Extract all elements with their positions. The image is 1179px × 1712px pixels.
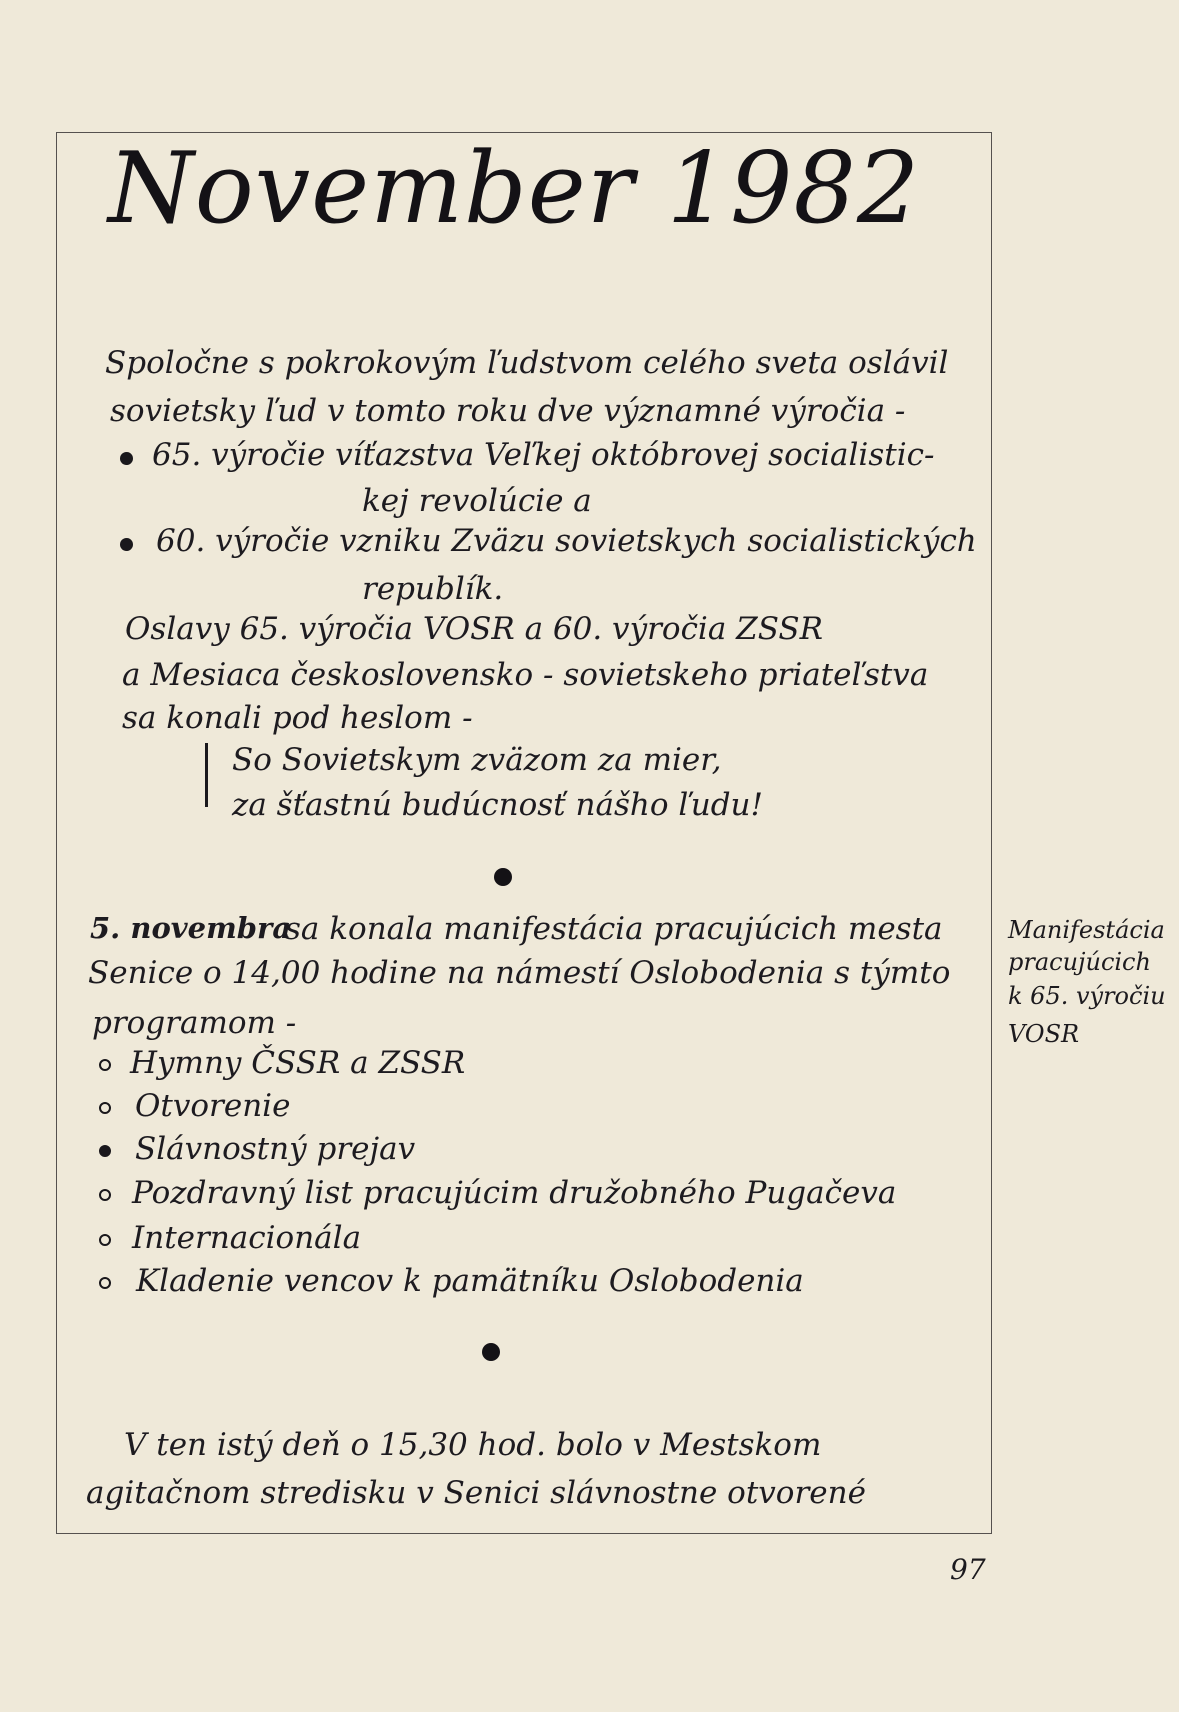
event-date: 5. novembra [90, 911, 292, 945]
section-separator-dot [494, 868, 512, 886]
anniversary-1-line-2: kej revolúcie a [362, 483, 592, 519]
slogan-line-2: za šťastnú budúcnosť nášho ľudu! [232, 787, 763, 823]
section-separator-dot [482, 1343, 500, 1361]
margin-note-line: pracujúcich [1008, 948, 1151, 976]
program-item: Pozdravný list pracujúcim družobného Pugačeva [132, 1175, 897, 1211]
program-item: Hymny ČSSR a ZSSR [130, 1045, 466, 1081]
page-number: 97 [950, 1553, 986, 1586]
program-item: Kladenie vencov k pamätníku Oslobodenia [136, 1263, 804, 1299]
list-bullet-ring [99, 1234, 111, 1246]
margin-note-line: k 65. výročiu [1008, 982, 1166, 1010]
paragraph-1-line-2: sovietsky ľud v tomto roku dve významné výročia - [110, 393, 906, 429]
paragraph-2-line-3: sa konali pod heslom - [122, 700, 473, 736]
page-frame [56, 132, 992, 1534]
page-title: November 1982 [108, 132, 921, 246]
program-item: Slávnostný prejav [135, 1131, 416, 1167]
slogan-line-1: So Sovietskym zväzom za mier, [232, 742, 722, 778]
bullet-dot [120, 452, 133, 465]
anniversary-2-line-2: republík. [362, 571, 504, 607]
list-bullet-ring [99, 1059, 111, 1071]
event-line-3: programom - [92, 1005, 297, 1041]
program-item: Otvorenie [135, 1088, 291, 1124]
closing-line-1: V ten istý deň o 15,30 hod. bolo v Mestskom [124, 1427, 822, 1463]
closing-line-2: agitačnom stredisku v Senici slávnostne otvorené [86, 1475, 866, 1511]
event-line-1: sa konala manifestácia pracujúcich mesta [285, 911, 943, 947]
paragraph-2-line-2: a Mesiaca československo - sovietskeho priateľstva [122, 657, 929, 693]
paragraph-2-line-1: Oslavy 65. výročia VOSR a 60. výročia ZSSR [125, 611, 823, 647]
bullet-dot [120, 538, 133, 551]
margin-note-line: VOSR [1008, 1020, 1080, 1048]
anniversary-1-line-1: 65. výročie víťazstva Veľkej októbrovej socialistic- [152, 437, 935, 473]
list-bullet-ring [99, 1189, 111, 1201]
slogan-bar [205, 743, 208, 807]
event-line-2: Senice o 14,00 hodine na námestí Oslobodenia s týmto [88, 955, 951, 991]
list-bullet-ring [99, 1102, 111, 1114]
margin-note-line: Manifestácia [1008, 916, 1165, 944]
list-bullet-ring [99, 1145, 111, 1157]
anniversary-2-line-1: 60. výročie vzniku Zväzu sovietskych socialistických [156, 523, 977, 559]
paragraph-1-line-1: Spoločne s pokrokovým ľudstvom celého sveta oslávil [105, 345, 949, 381]
program-item: Internacionála [132, 1220, 362, 1256]
list-bullet-ring [99, 1277, 111, 1289]
